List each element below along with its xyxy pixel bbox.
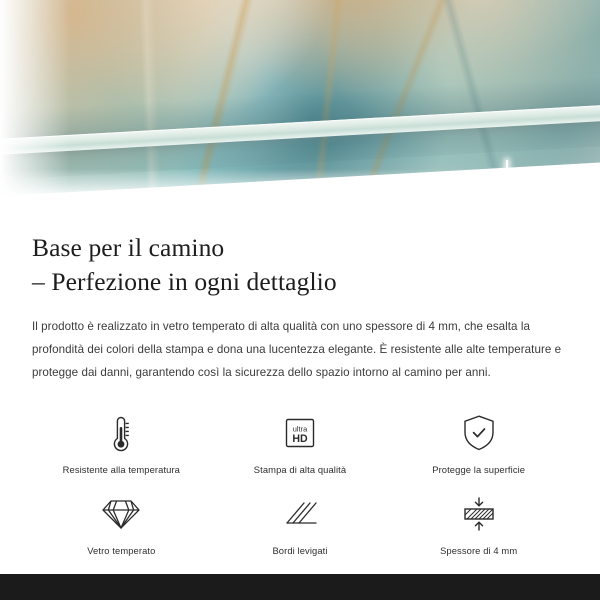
feature-grid: [32, 410, 568, 556]
feature-label: Bordi levigati: [272, 545, 328, 557]
diamond-icon: [100, 491, 142, 537]
headline-line-2: – Perfezione in ogni dettaglio: [32, 266, 337, 296]
feature-label: Resistente alla temperatura: [62, 464, 180, 476]
feature-item-print-quality: [211, 410, 390, 475]
svg-text:HD: HD: [292, 433, 308, 446]
feature-label: Stampa di alta qualità: [253, 464, 347, 476]
hero-image: [0, 0, 600, 215]
feature-label: Protegge la superficie: [432, 464, 526, 476]
hero-fade-bottom: [0, 169, 600, 215]
feature-item-thickness: [389, 491, 568, 556]
feature-item-tempered-glass: [32, 491, 211, 556]
page-title: [32, 231, 568, 299]
content-area: [0, 231, 600, 556]
feature-label: Vetro temperato: [87, 545, 156, 557]
headline-line-1: Base per il camino: [32, 233, 225, 262]
thickness-arrows-icon: [459, 491, 499, 537]
ultra-hd-icon: [280, 410, 320, 456]
feature-item-surface-protection: [389, 410, 568, 475]
thermometer-icon: [106, 410, 136, 456]
shield-check-icon: [460, 410, 498, 456]
feature-item-polished-edges: [211, 491, 390, 556]
bottom-bar: [0, 574, 600, 600]
feature-item-temperature: [32, 410, 211, 475]
svg-text:ultra: ultra: [292, 424, 308, 434]
feature-label: Spessore di 4 mm: [440, 545, 518, 557]
description-paragraph: Il prodotto è realizzato in vetro temperato di alta qualità con uno spessore di 4 mm, che esalta la profondità dei colori della stampa e dona una lucentezza elegante. È resistente alle alte temperature e protegge dai danni, garantendo così la sicurezza dello spazio intorno al camino per anni.: [32, 319, 562, 380]
polished-edges-icon: [280, 491, 320, 537]
